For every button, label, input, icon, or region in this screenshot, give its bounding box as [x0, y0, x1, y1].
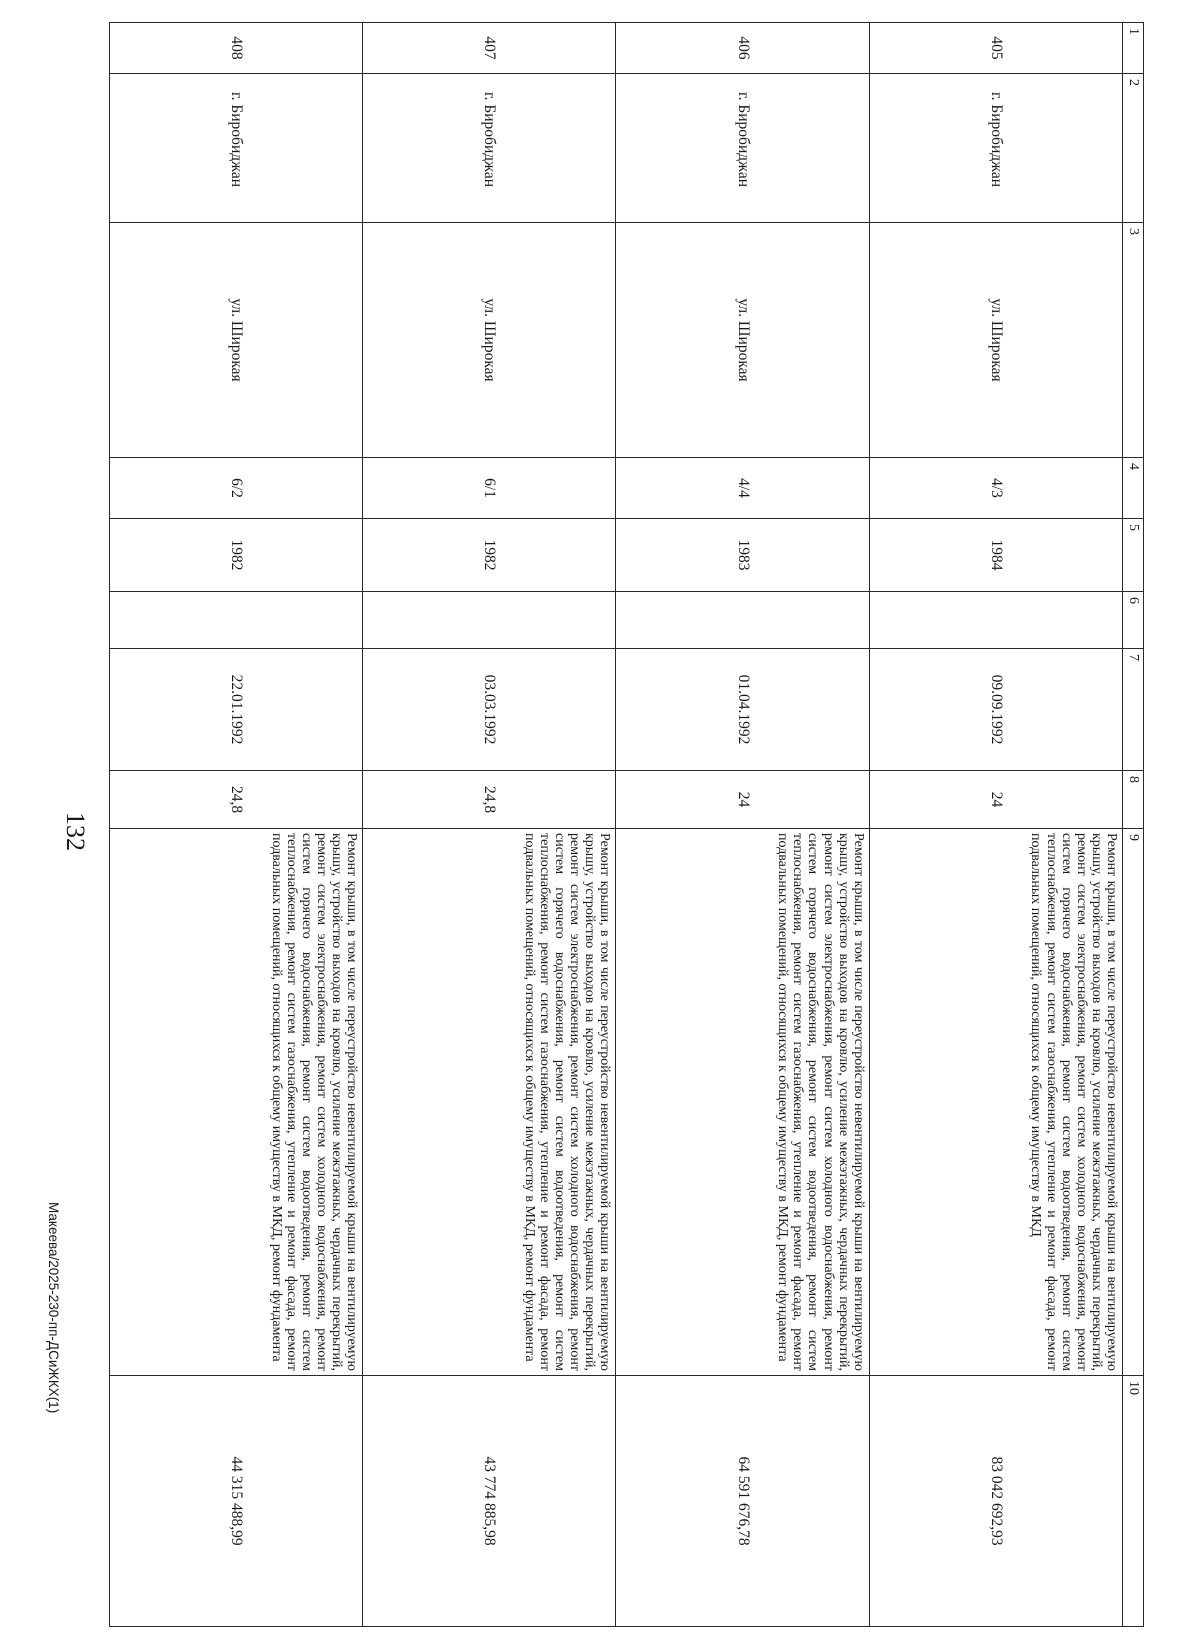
- column-6-cell: [616, 592, 869, 649]
- house-number-cell: 6/2: [110, 458, 363, 519]
- column-number-header: 10: [1123, 1376, 1144, 1627]
- house-number-cell: 6/1: [363, 458, 616, 519]
- date-cell: 01.04.1992: [616, 649, 869, 771]
- repair-works-cell: Ремонт крыши, в том числе переустройство невентилируемой крыши на вентилируемую крышу, устройство выходов на кровлю, усиление межэтажных, чердачных перекрытий, ремонт систем электроснабжения, ремонт систем холодного водоснабжения, ремонт систем горячего водоснабжения, ремонт систем водоотведения, ремонт систем теплоснабжения, ремонт систем газоснабжения, утепление и ремонт фасада, ремонт подвальных помещений, относящихся к общему имуществу в МКД, ремонт фундамента: [363, 829, 616, 1376]
- repair-register-table: [109, 22, 1144, 1627]
- build-year-cell: 1983: [616, 519, 869, 592]
- column-6-cell: [110, 592, 363, 649]
- column-number-header: 1: [1123, 23, 1144, 74]
- column-8-cell: 24: [616, 771, 869, 829]
- house-number-cell: 4/4: [616, 458, 869, 519]
- build-year-cell: 1982: [110, 519, 363, 592]
- page-number: 132: [61, 812, 90, 851]
- column-number-header: 2: [1123, 74, 1144, 223]
- repair-works-cell: Ремонт крыши, в том числе переустройство невентилируемой крыши на вентилируемую крышу, устройство выходов на кровлю, усиление межэтажных, чердачных перекрытий, ремонт систем электроснабжения, ремонт систем холодного водоснабжения, ремонт систем горячего водоснабжения, ремонт систем водоотведения, ремонт систем теплоснабжения, ремонт систем газоснабжения, утепление и ремонт фасада, ремонт подвальных помещений, относящихся к общему имуществу в МКД, ремонт фундамента: [616, 829, 869, 1376]
- table-row: [363, 23, 616, 1627]
- row-number: 406: [616, 23, 869, 74]
- city-cell: г. Биробиджан: [869, 74, 1122, 223]
- amount-cell: 44 315 488,99: [110, 1376, 363, 1627]
- column-number-header: 6: [1123, 592, 1144, 649]
- amount-cell: 83 042 692,93: [869, 1376, 1122, 1627]
- row-number: 407: [363, 23, 616, 74]
- table-row: [616, 23, 869, 1627]
- street-cell: ул. Широкая: [869, 223, 1122, 458]
- amount-cell: 43 774 885,98: [363, 1376, 616, 1627]
- street-cell: ул. Широкая: [363, 223, 616, 458]
- date-cell: 03.03.1992: [363, 649, 616, 771]
- column-6-cell: [363, 592, 616, 649]
- city-cell: г. Биробиджан: [616, 74, 869, 223]
- column-8-cell: 24: [869, 771, 1122, 829]
- date-cell: 09.09.1992: [869, 649, 1122, 771]
- column-number-header: 4: [1123, 458, 1144, 519]
- column-8-cell: 24,8: [110, 771, 363, 829]
- column-number-header: 5: [1123, 519, 1144, 592]
- document-footer: Макеева/2025-230-пп-ДСиЖКХ(1): [46, 1202, 61, 1414]
- column-8-cell: 24,8: [363, 771, 616, 829]
- column-number-row: [1123, 23, 1144, 1627]
- table-row: [869, 23, 1122, 1627]
- build-year-cell: 1982: [363, 519, 616, 592]
- row-number: 408: [110, 23, 363, 74]
- repair-works-cell: Ремонт крыши, в том числе переустройство невентилируемой крыши на вентилируемую крышу, устройство выходов на кровлю, усиление межэтажных, чердачных перекрытий, ремонт систем электроснабжения, ремонт систем холодного водоснабжения, ремонт систем горячего водоснабжения, ремонт систем водоотведения, ремонт систем теплоснабжения, ремонт систем газоснабжения, утепление и ремонт фасада, ремонт подвальных помещений, относящихся к общему имуществу в МКД, ремонт фундамента: [110, 829, 363, 1376]
- column-6-cell: [869, 592, 1122, 649]
- city-cell: г. Биробиджан: [110, 74, 363, 223]
- column-number-header: 3: [1123, 223, 1144, 458]
- column-number-header: 9: [1123, 829, 1144, 1376]
- column-number-header: 7: [1123, 649, 1144, 771]
- repair-works-cell: Ремонт крыши, в том числе переустройство невентилируемой крыши на вентилируемую крышу, устройство выходов на кровлю, усиление межэтажных, чердачных перекрытий, ремонт систем электроснабжения, ремонт систем холодного водоснабжения, ремонт систем горячего водоснабжения, ремонт систем водоотведения, ремонт систем теплоснабжения, ремонт систем газоснабжения, утепление и ремонт фасада, ремонт подвальных помещений, относящихся к общему имуществу в МКД: [869, 829, 1122, 1376]
- build-year-cell: 1984: [869, 519, 1122, 592]
- date-cell: 22.01.1992: [110, 649, 363, 771]
- row-number: 405: [869, 23, 1122, 74]
- street-cell: ул. Широкая: [616, 223, 869, 458]
- house-number-cell: 4/3: [869, 458, 1122, 519]
- table-row: [110, 23, 363, 1627]
- amount-cell: 64 591 676,78: [616, 1376, 869, 1627]
- city-cell: г. Биробиджан: [363, 74, 616, 223]
- street-cell: ул. Широкая: [110, 223, 363, 458]
- column-number-header: 8: [1123, 771, 1144, 829]
